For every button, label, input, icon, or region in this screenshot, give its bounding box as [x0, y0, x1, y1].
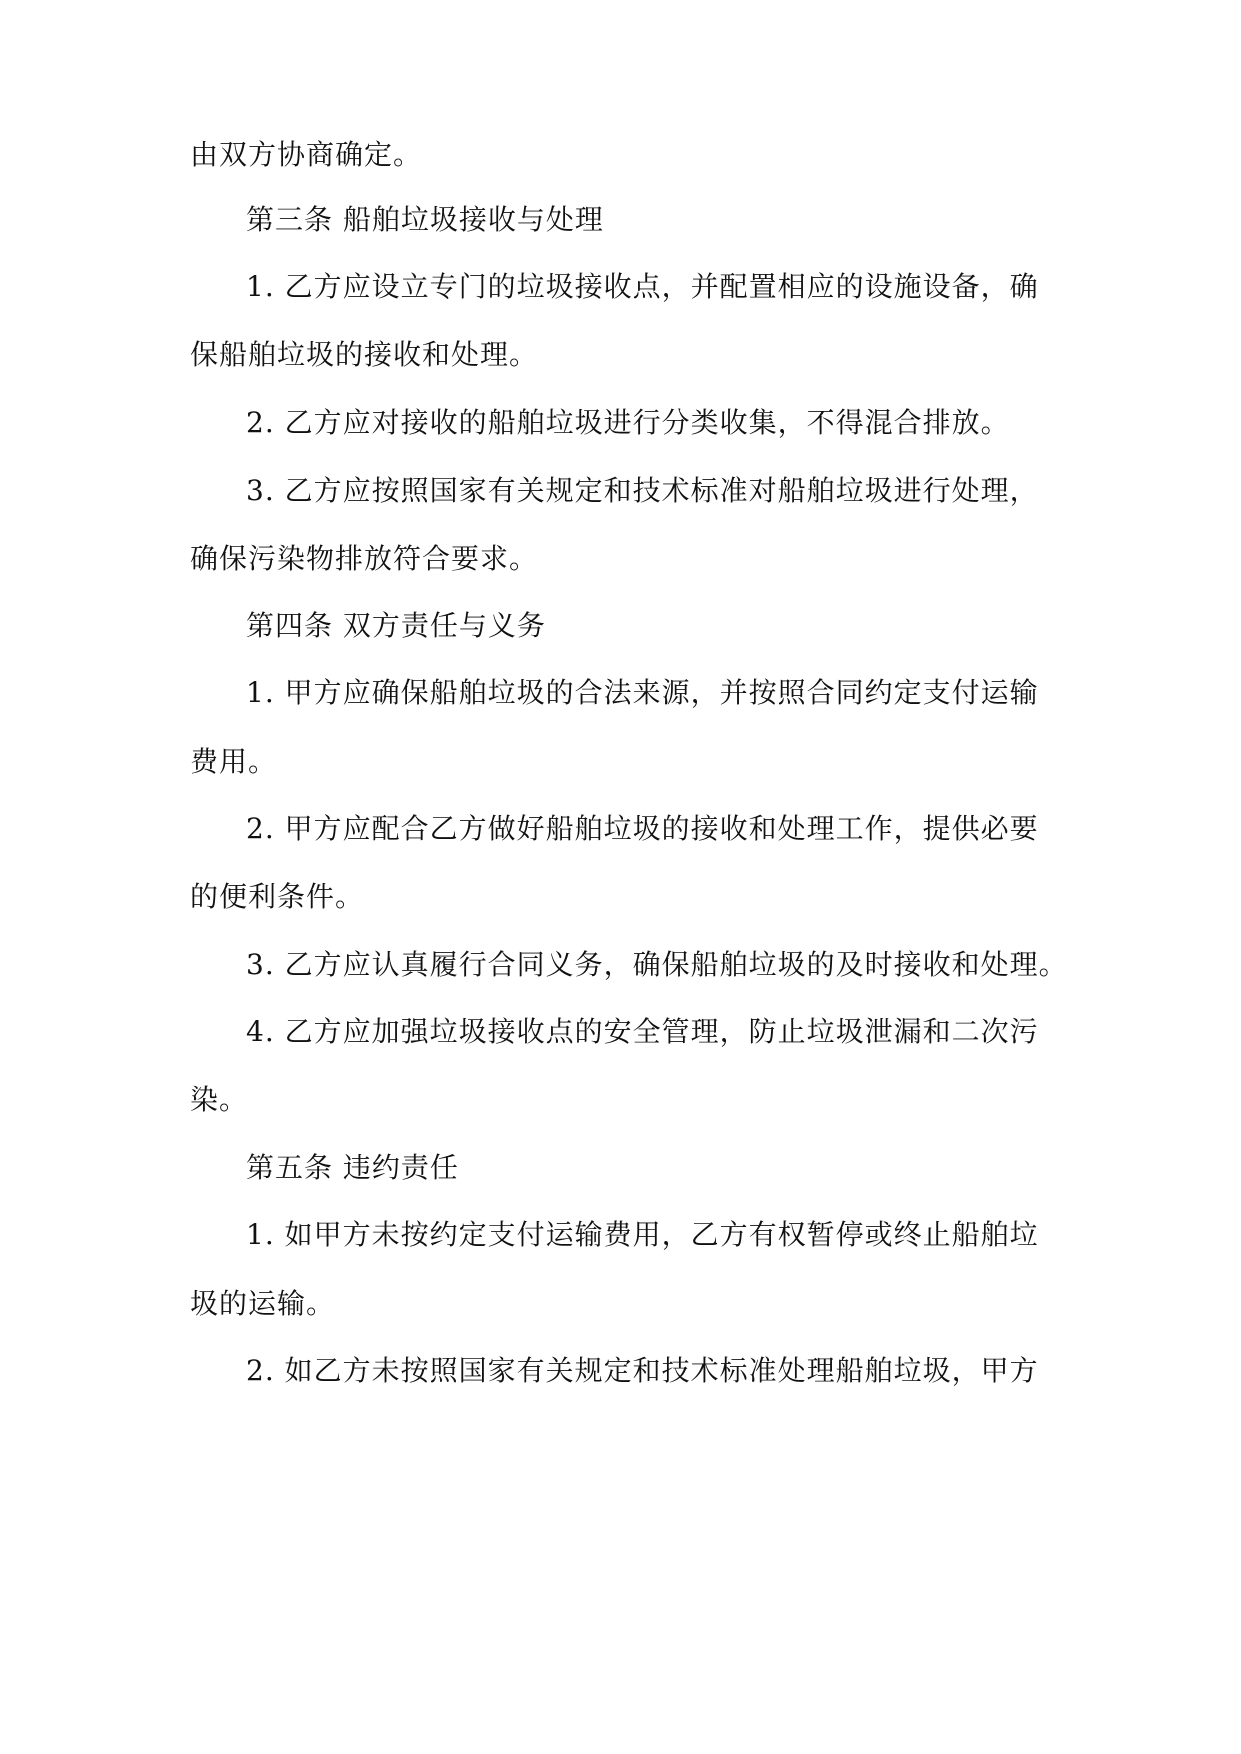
text-line: 染。: [190, 1083, 249, 1116]
text-line: 确保污染物排放符合要求。: [190, 542, 539, 575]
list-item-line: 4. 乙方应加强垃圾接收点的安全管理，防止垃圾泄漏和二次污: [246, 1015, 1039, 1048]
section-heading: 第五条 违约责任: [246, 1151, 459, 1184]
text-line: 费用。: [190, 745, 278, 778]
list-item-line: 1. 乙方应设立专门的垃圾接收点，并配置相应的设施设备，确: [246, 270, 1039, 303]
list-item-line: 2. 乙方应对接收的船舶垃圾进行分类收集，不得混合排放。: [246, 406, 1010, 439]
text-line: 圾的运输。: [190, 1287, 336, 1320]
list-item-line: 1. 如甲方未按约定支付运输费用，乙方有权暂停或终止船舶垃: [246, 1218, 1039, 1251]
section-heading: 第四条 双方责任与义务: [246, 609, 546, 642]
text-line: 保船舶垃圾的接收和处理。: [190, 338, 539, 371]
section-heading: 第三条 船舶垃圾接收与处理: [246, 203, 604, 236]
list-item-line: 2. 甲方应配合乙方做好船舶垃圾的接收和处理工作，提供必要: [246, 812, 1039, 845]
list-item-line: 3. 乙方应认真履行合同义务，确保船舶垃圾的及时接收和处理。: [246, 948, 1068, 981]
text-line: 由双方协商确定。: [190, 138, 423, 171]
text-line: 的便利条件。: [190, 880, 365, 913]
list-item-line: 3. 乙方应按照国家有关规定和技术标准对船舶垃圾进行处理，: [246, 474, 1039, 507]
list-item-line: 2. 如乙方未按照国家有关规定和技术标准处理船舶垃圾，甲方: [246, 1354, 1039, 1387]
list-item-line: 1. 甲方应确保船舶垃圾的合法来源，并按照合同约定支付运输: [246, 676, 1039, 709]
